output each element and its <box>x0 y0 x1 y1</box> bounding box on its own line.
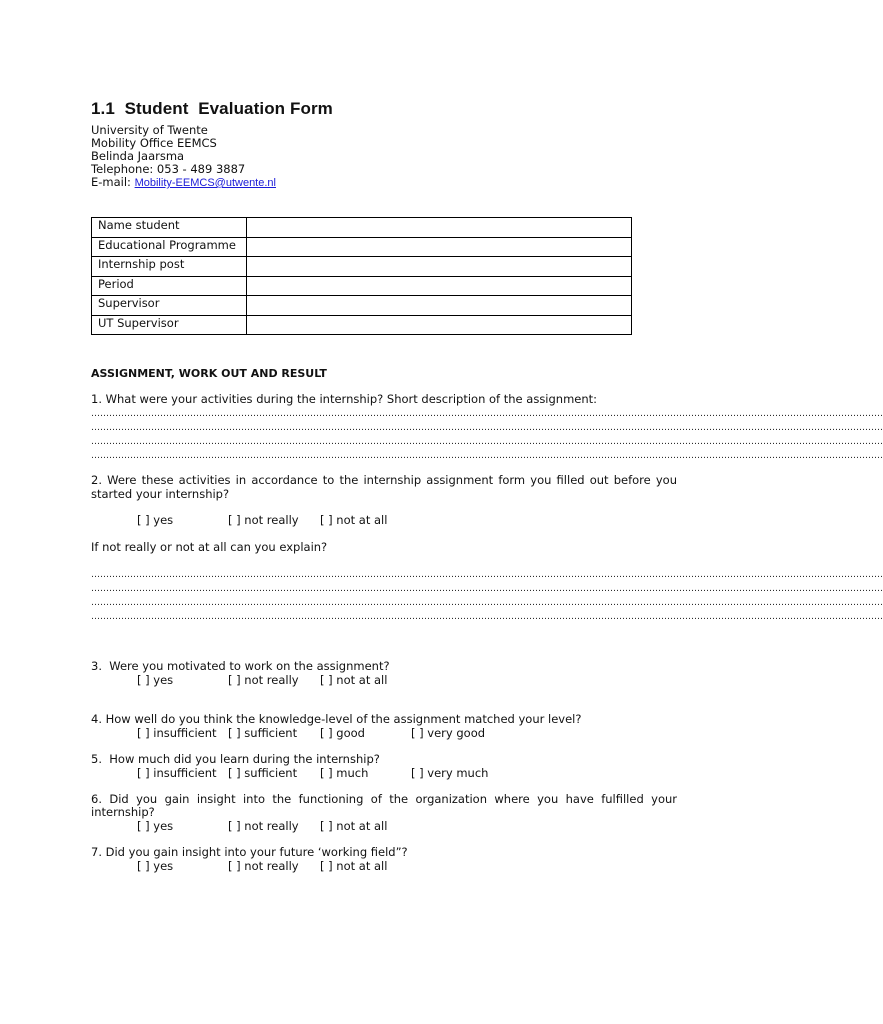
option-sufficient[interactable]: [ ] sufficient <box>228 726 298 740</box>
name-student-label: Name student <box>92 218 247 238</box>
internship-post-field[interactable] <box>247 257 632 277</box>
option-insufficient[interactable]: [ ] insufficient <box>137 726 217 740</box>
question-2-followup: If not really or not at all can you explain? <box>91 540 328 554</box>
educational-programme-field[interactable] <box>247 237 632 257</box>
table-row <box>92 237 632 257</box>
email-link[interactable]: Mobility-EEMCS@utwente.nl <box>134 177 276 189</box>
table-row <box>92 315 632 335</box>
answer-line[interactable]: ………………………………………………………………………………………………………………………………………………………………………………………………………………………………………… <box>91 584 883 594</box>
option-not-really[interactable]: [ ] not really <box>228 819 299 833</box>
option-not-really[interactable]: [ ] not really <box>228 673 299 687</box>
option-very-good[interactable]: [ ] very good <box>411 726 486 740</box>
name-student-field[interactable] <box>247 218 632 238</box>
option-insufficient[interactable]: [ ] insufficient <box>137 766 217 780</box>
option-not-at-all[interactable]: [ ] not at all <box>320 513 388 527</box>
ut-supervisor-field[interactable] <box>247 315 632 335</box>
question-1: 1. What were your activities during the internship? Short description of the assignment: <box>91 392 598 406</box>
option-very-much[interactable]: [ ] very much <box>411 766 489 780</box>
section-heading: ASSIGNMENT, WORK OUT AND RESULT <box>91 367 327 380</box>
page-title: 1.1 Student Evaluation Form <box>91 99 333 118</box>
telephone: Telephone: 053 - 489 3887 <box>91 162 246 176</box>
answer-line[interactable]: ………………………………………………………………………………………………………………………………………………………………………………………………………………………………………… <box>91 570 883 580</box>
question-6: 6. Did you gain insight into the functioning of the organization where you have fulfilled your internship? <box>91 792 677 819</box>
question-2: 2. Were these activities in accordance to the internship assignment form you filled out before you started your internship? <box>91 473 677 501</box>
option-yes[interactable]: [ ] yes <box>137 513 174 527</box>
student-info-table <box>91 217 632 335</box>
office-name: Mobility Office EEMCS <box>91 136 217 150</box>
question-3: 3. Were you motivated to work on the assignment? <box>91 659 390 673</box>
table-row <box>92 257 632 277</box>
university-name: University of Twente <box>91 123 208 137</box>
ut-supervisor-label: UT Supervisor <box>92 315 247 335</box>
internship-post-label: Internship post <box>92 257 247 277</box>
option-not-at-all[interactable]: [ ] not at all <box>320 673 388 687</box>
table-row <box>92 296 632 316</box>
educational-programme-label: Educational Programme <box>92 237 247 257</box>
table-row <box>92 276 632 296</box>
supervisor-field[interactable] <box>247 296 632 316</box>
option-yes[interactable]: [ ] yes <box>137 673 174 687</box>
option-not-at-all[interactable]: [ ] not at all <box>320 859 388 873</box>
answer-line[interactable]: ………………………………………………………………………………………………………………………………………………………………………………………………………………………………………… <box>91 409 883 419</box>
question-4: 4. How well do you think the knowledge-level of the assignment matched your level? <box>91 712 582 726</box>
email-label: E-mail: <box>91 175 135 189</box>
supervisor-label: Supervisor <box>92 296 247 316</box>
question-7: 7. Did you gain insight into your future ‘working field”? <box>91 845 408 859</box>
period-label: Period <box>92 276 247 296</box>
option-sufficient[interactable]: [ ] sufficient <box>228 766 298 780</box>
answer-line[interactable]: ………………………………………………………………………………………………………………………………………………………………………………………………………………………………………… <box>91 598 883 608</box>
email-line <box>91 176 276 190</box>
option-not-at-all[interactable]: [ ] not at all <box>320 819 388 833</box>
option-much[interactable]: [ ] much <box>320 766 369 780</box>
answer-line[interactable]: ………………………………………………………………………………………………………………………………………………………………………………………………………………………………………… <box>91 423 883 433</box>
table-row <box>92 218 632 238</box>
question-5: 5. How much did you learn during the internship? <box>91 752 380 766</box>
period-field[interactable] <box>247 276 632 296</box>
option-yes[interactable]: [ ] yes <box>137 819 174 833</box>
option-yes[interactable]: [ ] yes <box>137 859 174 873</box>
contact-person: Belinda Jaarsma <box>91 149 185 163</box>
option-good[interactable]: [ ] good <box>320 726 365 740</box>
answer-line[interactable]: ………………………………………………………………………………………………………………………………………………………………………………………………………………………………………… <box>91 451 883 461</box>
answer-line[interactable]: ………………………………………………………………………………………………………………………………………………………………………………………………………………………………………… <box>91 437 883 447</box>
option-not-really[interactable]: [ ] not really <box>228 513 299 527</box>
answer-line[interactable]: ………………………………………………………………………………………………………………………………………………………………………………………………………………………………………… <box>91 612 883 622</box>
option-not-really[interactable]: [ ] not really <box>228 859 299 873</box>
